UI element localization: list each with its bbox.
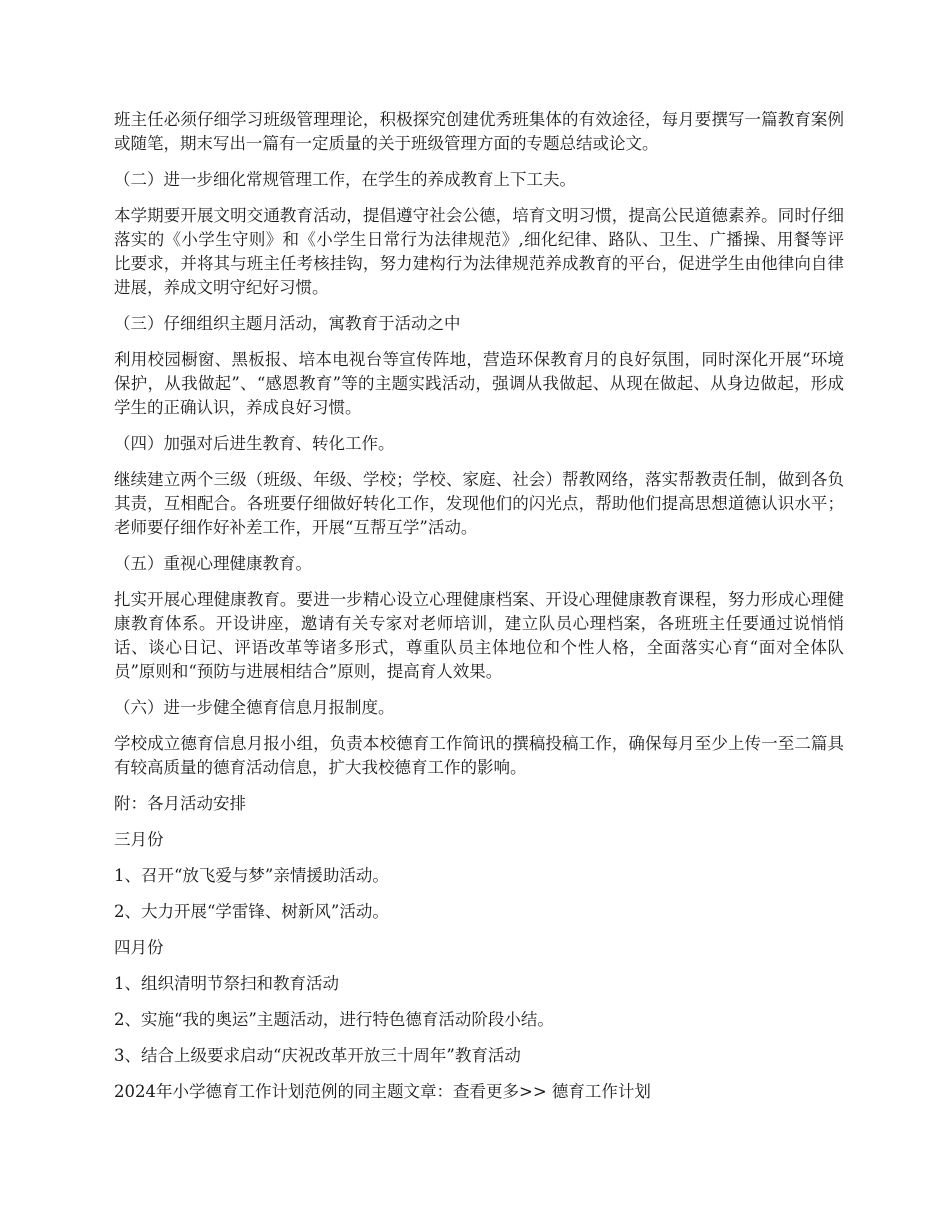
april-item-3: 3、结合上级要求启动“庆祝改革开放三十周年”教育活动 — [114, 1046, 521, 1065]
appendix-title: 附：各月活动安排 — [114, 794, 246, 813]
month-march: 三月份 — [114, 830, 164, 849]
march-item-2: 2、大力开展“学雷锋、树新风”活动。 — [114, 902, 389, 921]
heading-section-4: （四）加强对后进生教育、转化工作。 — [114, 434, 395, 453]
paragraph-class-teacher-study: 班主任必须仔细学习班级管理理论，积极探究创建优秀班集体的有效途径，每月要撰写一篇教育案例或随笔，期末写出一篇有一定质量的关于班级管理方面的专题总结或论文。 — [114, 110, 844, 153]
related-articles-link[interactable]: 2024年小学德育工作计划范例的同主题文章：查看更多>> 德育工作计划 — [114, 1082, 651, 1101]
heading-section-2: （二）进一步细化常规管理工作，在学生的养成教育上下工夫。 — [114, 170, 576, 189]
document-body — [114, 108, 844, 1116]
april-item-2: 2、实施“我的奥运”主题活动，进行特色德育活动阶段小结。 — [114, 1010, 554, 1029]
paragraph-monthly-report: 学校成立德育信息月报小组，负责本校德育工作简讯的撰稿投稿工作，确保每月至少上传一至二篇具有较高质量的德育活动信息，扩大我校德育工作的影响。 — [114, 734, 844, 777]
april-item-1: 1、组织清明节祭扫和教育活动 — [114, 974, 339, 993]
paragraph-mental-health: 扎实开展心理健康教育。要进一步精心设立心理健康档案、开设心理健康教育课程，努力形成心理健康教育体系。开设讲座，邀请有关专家对老师培训，建立队员心理档案，各班班主任要通过说悄悄话、谈心日记、评语改革等诸多形式，尊重队员主体地位和个性人格，全面落实心育“面对全体队员”原则和“预防与进展相结合”原则，提高育人效果。 — [114, 590, 844, 681]
month-april: 四月份 — [114, 938, 164, 957]
paragraph-routine-management: 本学期要开展文明交通教育活动，提倡遵守社会公德，培育文明习惯，提高公民道德素养。同时仔细落实的《小学生守则》和《小学生日常行为法律规范》,细化纪律、路队、卫生、广播操、用餐等评比要求，并将其与班主任考核挂钩，努力建构行为法律规范养成教育的平台，促进学生由他律向自律进展，养成文明守纪好习惯。 — [114, 206, 844, 297]
paragraph-struggling-students: 继续建立两个三级（班级、年级、学校；学校、家庭、社会）帮教网络，落实帮教责任制，做到各负其责，互相配合。各班要仔细做好转化工作，发现他们的闪光点，帮助他们提高思想道德认识水平；老师要仔细作好补差工作，开展“互帮互学”活动。 — [114, 470, 844, 537]
heading-section-5: （五）重视心理健康教育。 — [114, 554, 312, 573]
paragraph-theme-month: 利用校园橱窗、黑板报、培本电视台等宣传阵地，营造环保教育月的良好氛围，同时深化开展“环境保护，从我做起”、“感恩教育”等的主题实践活动，强调从我做起、从现在做起、从身边做起，形成学生的正确认识，养成良好习惯。 — [114, 350, 844, 417]
heading-section-3: （三）仔细组织主题月活动，寓教育于活动之中 — [114, 314, 461, 333]
heading-section-6: （六）进一步健全德育信息月报制度。 — [114, 698, 395, 717]
march-item-1: 1、召开“放飞爱与梦”亲情援助活动。 — [114, 866, 389, 885]
